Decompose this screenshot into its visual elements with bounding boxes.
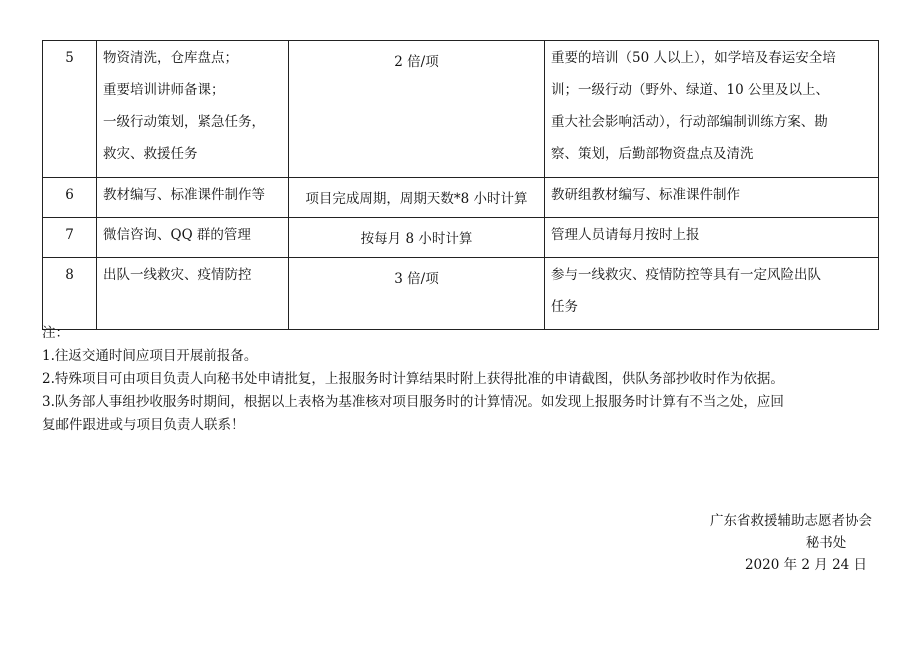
note-line: 管理人员请每月按时上报 bbox=[551, 227, 700, 243]
signature-block bbox=[710, 510, 872, 576]
note-cell bbox=[545, 41, 879, 178]
calc-cell: 按每月 8 小时计算 bbox=[289, 218, 545, 258]
note-line: 参与一线救灾、疫情防控等具有一定风险出队 bbox=[551, 267, 821, 283]
note-line: 重大社会影响活动），行动部编制训练方案、勘 bbox=[551, 114, 828, 130]
task-line: 物资清洗，仓库盘点； bbox=[103, 50, 238, 66]
table-row bbox=[43, 41, 879, 178]
task-line: 救灾、救援任务 bbox=[103, 146, 198, 162]
task-line: 微信咨询、QQ 群的管理 bbox=[103, 227, 251, 243]
row-number-cell: 8 bbox=[43, 258, 97, 330]
note-item: 2.特殊项目可由项目负责人向秘书处申请批复，上报服务时计算结果时附上获得批准的申请截图，供队务部抄收时作为依据。 bbox=[42, 371, 784, 387]
note-item: 复邮件跟进或与项目负责人联系！ bbox=[42, 417, 245, 433]
task-line: 教材编写、标准课件制作等 bbox=[103, 187, 265, 203]
task-cell bbox=[97, 41, 289, 178]
note-line: 教研组教材编写、标准课件制作 bbox=[551, 187, 740, 203]
note-item: 3.队务部人事组抄收服务时期间，根据以上表格为基准核对项目服务时的计算情况。如发现上报服务时计算有不当之处，应回 bbox=[42, 394, 784, 410]
note-line: 重要的培训（50 人以上），如学培及春运安全培 bbox=[551, 50, 836, 66]
table-row bbox=[43, 258, 879, 330]
service-hours-table bbox=[42, 40, 879, 330]
task-line: 一级行动策划，紧急任务， bbox=[103, 114, 265, 130]
notes-heading: 注： bbox=[42, 325, 69, 341]
note-line: 训；一级行动（野外、绿道、10 公里及以上、 bbox=[551, 82, 829, 98]
note-line: 任务 bbox=[551, 299, 578, 315]
task-cell bbox=[97, 258, 289, 330]
note-item: 1.往返交通时间应项目开展前报备。 bbox=[42, 348, 258, 364]
row-number-cell: 5 bbox=[43, 41, 97, 178]
signature-organization: 广东省救援辅助志愿者协会 bbox=[710, 513, 872, 529]
signature-department: 秘书处 bbox=[805, 535, 847, 551]
row-number-cell: 7 bbox=[43, 218, 97, 258]
row-number-cell: 6 bbox=[43, 178, 97, 218]
calc-cell: 3 倍/项 bbox=[289, 258, 545, 330]
calc-cell: 2 倍/项 bbox=[289, 41, 545, 178]
signature-date: 2020 年 2 月 24 日 bbox=[744, 557, 868, 573]
calc-cell: 项目完成周期，周期天数*8 小时计算 bbox=[289, 178, 545, 218]
task-line: 出队一线救灾、疫情防控 bbox=[103, 267, 252, 283]
note-cell bbox=[545, 258, 879, 330]
notes-section bbox=[42, 322, 882, 437]
note-line: 察、策划，后勤部物资盘点及清洗 bbox=[551, 146, 754, 162]
task-line: 重要培训讲师备课； bbox=[103, 82, 225, 98]
